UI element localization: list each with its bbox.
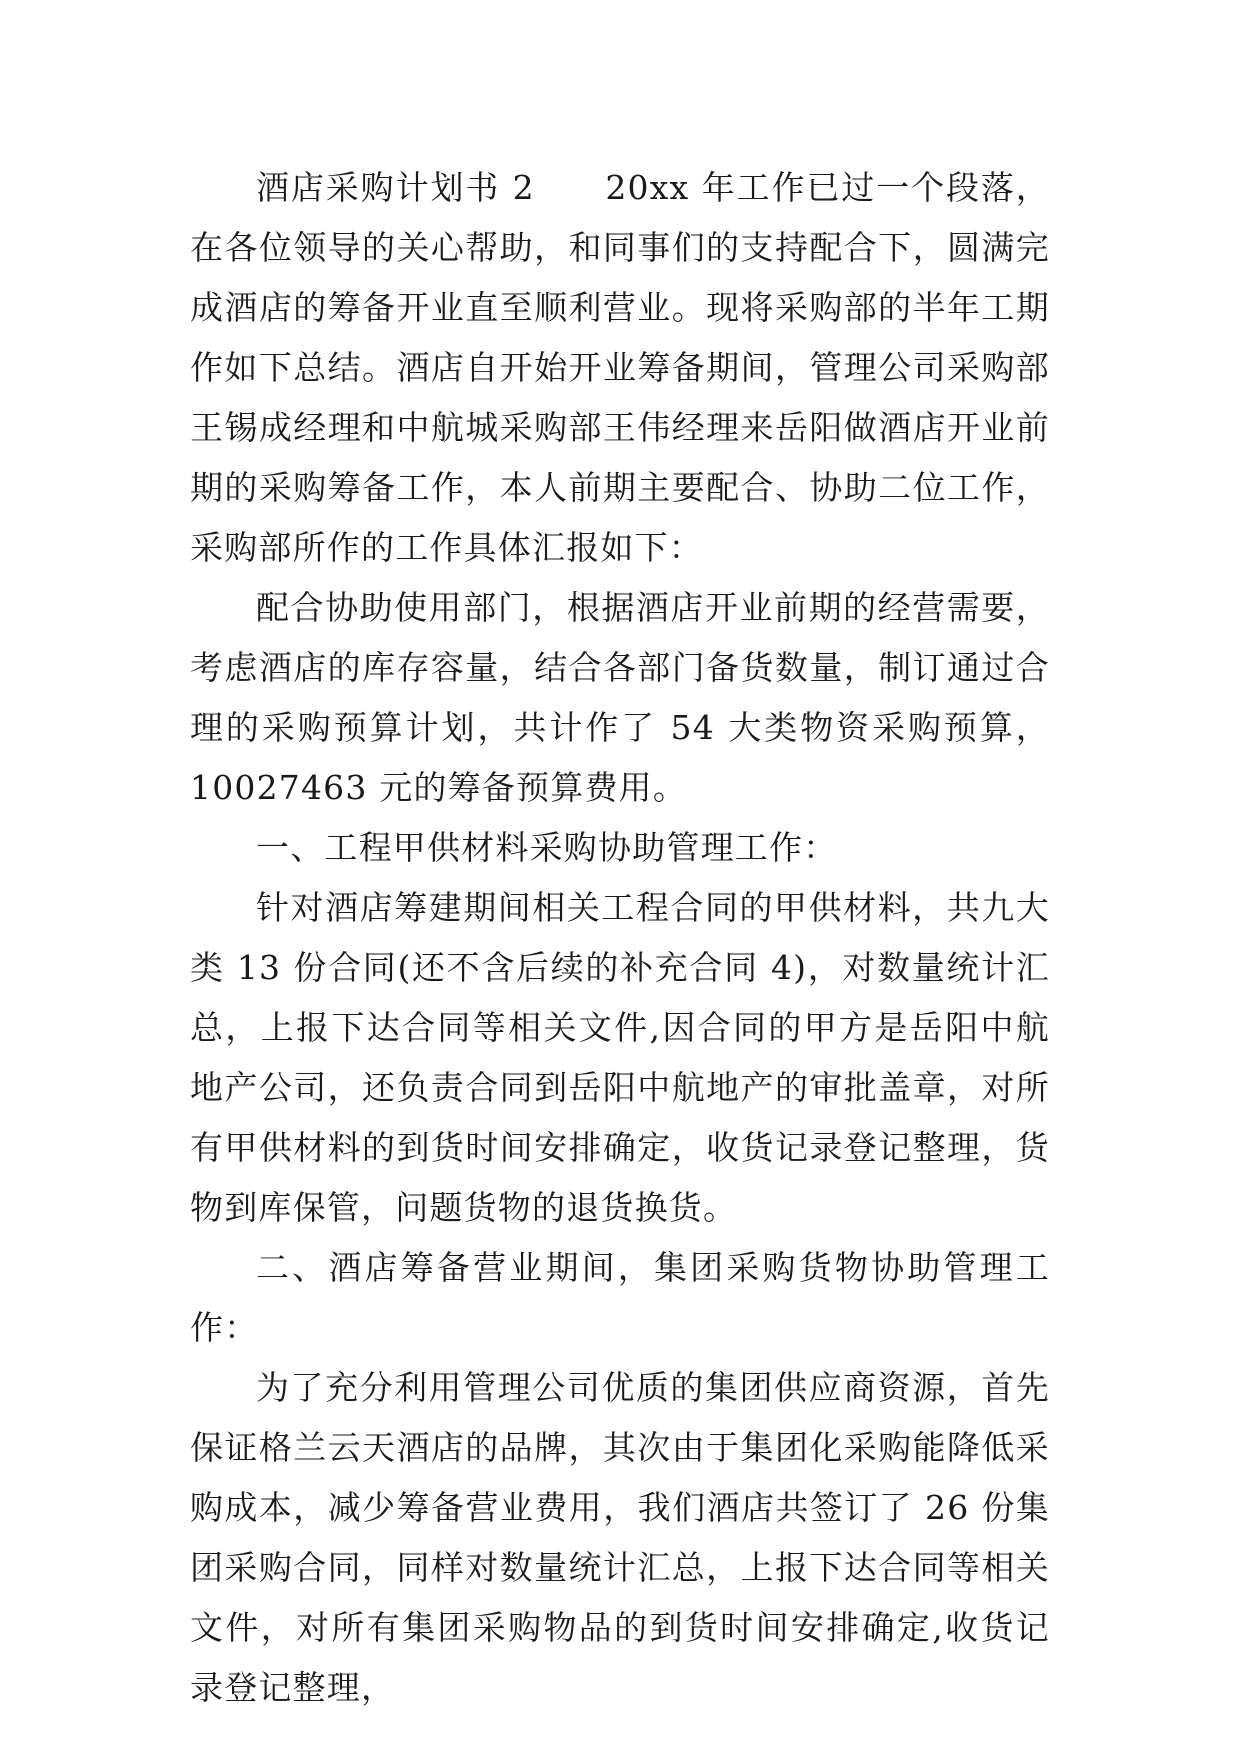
paragraph-intro: 酒店采购计划书 2 20xx 年工作已过一个段落，在各位领导的关心帮助，和同事们的支持配合下，圆满完成酒店的筹备开业直至顺利营业。现将采购部的半年工期作如下总结。酒店自开始开业筹备期间，管理公司采购部王锡成经理和中航城采购部王伟经理来岳阳做酒店开业前期的采购筹备工作，本人前期主要配合、协助二位工作，采购部所作的工作具体汇报如下： (190, 168, 1050, 567)
paragraph-engineering-materials: 针对酒店筹建期间相关工程合同的甲供材料，共九大类 13 份合同(还不含后续的补充合同 4)，对数量统计汇总，上报下达合同等相关文件,因合同的甲方是岳阳中航地产公司，还负责合同到岳阳中航地产的审批盖章，对所有甲供材料的到货时间安排确定，收货记录登记整理，货物到库保管，问题货物的退货换货。 (190, 888, 1050, 1227)
section-heading-1: 一、工程甲供材料采购协助管理工作： (256, 828, 838, 867)
paragraph-group-purchasing: 为了充分利用管理公司优质的集团供应商资源，首先保证格兰云天酒店的品牌，其次由于集团化采购能降低采购成本，减少筹备营业费用，我们酒店共签订了 26 份集团采购合同，同样对数量统计汇总，上报下达合同等相关文件，对所有集团采购物品的到货时间安排确定,收货记录登记整理， (190, 1368, 1050, 1707)
paragraph-budget: 配合协助使用部门，根据酒店开业前期的经营需要，考虑酒店的库存容量，结合各部门备货数量，制订通过合理的采购预算计划，共计作了 54 大类物资采购预算，10027463 元的筹备预算费用。 (190, 588, 1050, 807)
document-body (190, 158, 1050, 1718)
section-heading-2: 二、酒店筹备营业期间，集团采购货物协助管理工作： (190, 1248, 1050, 1347)
